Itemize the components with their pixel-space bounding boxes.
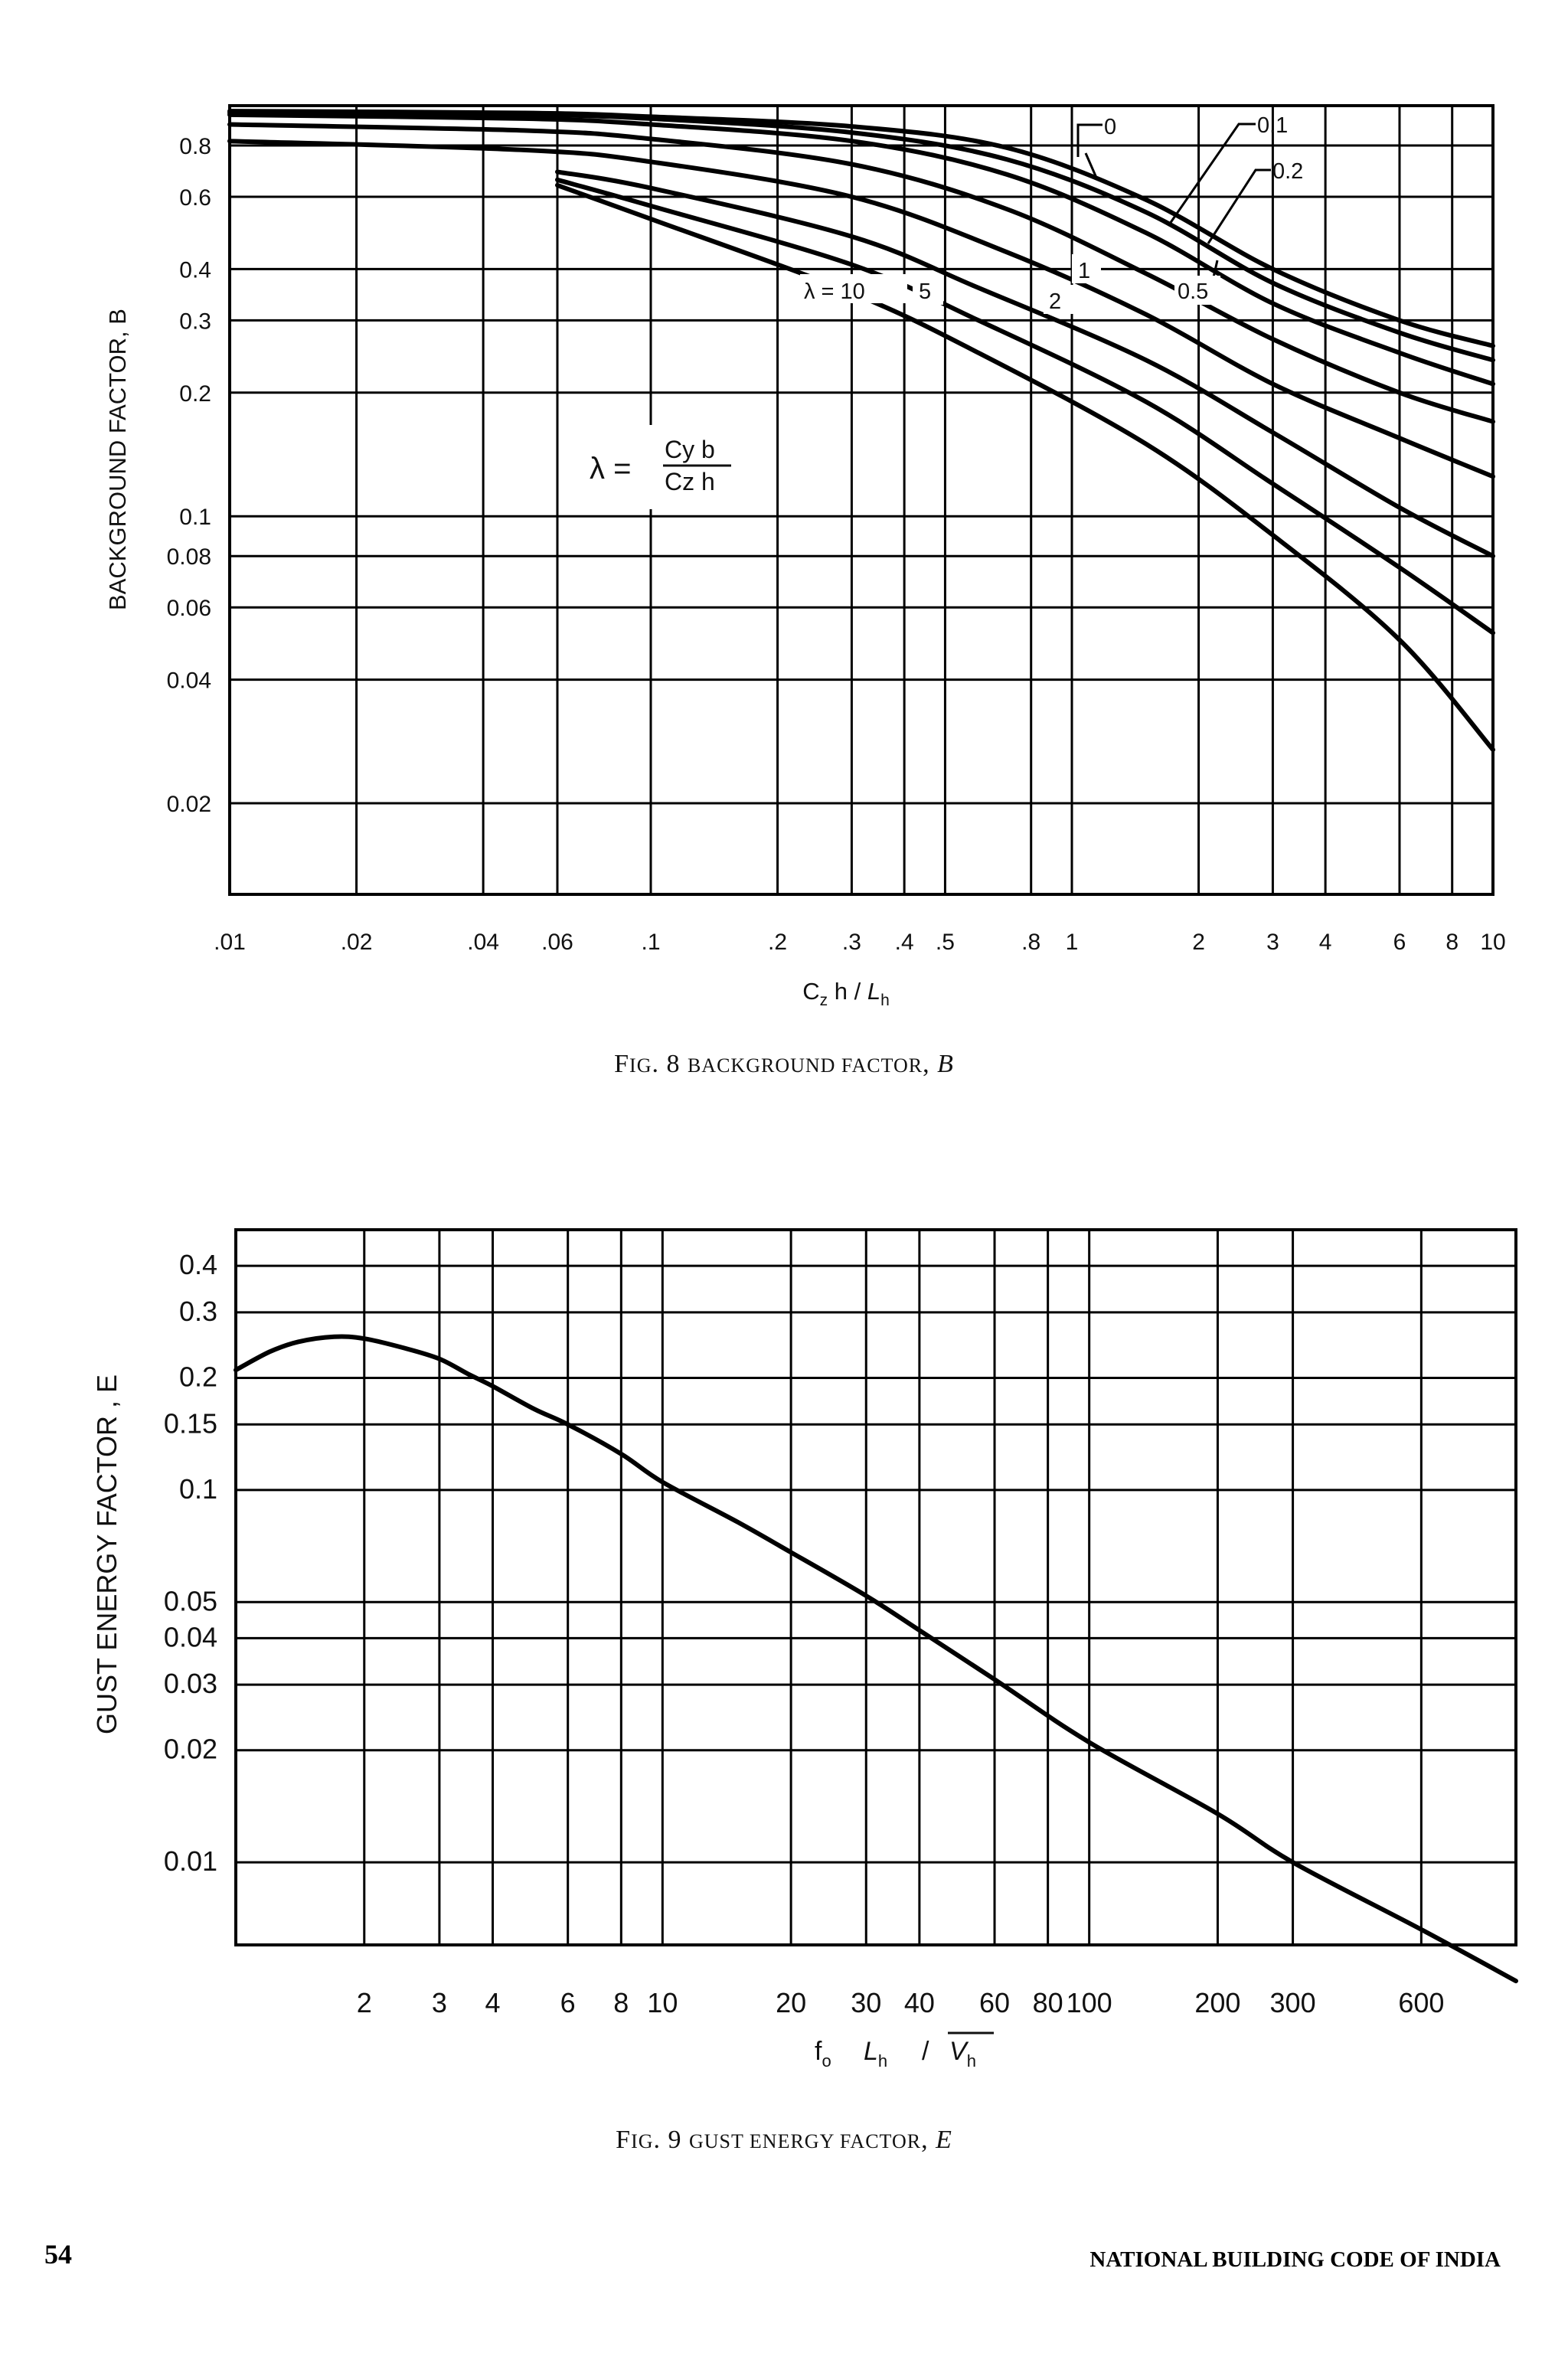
fig8-x-tick-label: 10 (1480, 930, 1506, 955)
fig9-x-tick-label: 20 (776, 1987, 807, 2018)
fig9-grid (236, 1230, 1516, 1945)
fig9-y-tick-label: 0.3 (178, 1295, 217, 1327)
fig8-y-tick-label: 0.08 (166, 544, 211, 570)
fig8-x-tick-label: .01 (214, 930, 246, 955)
fig9-x-axis-title (815, 2033, 994, 2070)
fig9-x-tick-label: 300 (1269, 1987, 1316, 2018)
fig8-series-1 (230, 113, 1493, 361)
svg-text:/: / (922, 2037, 929, 2066)
fig8-y-tick-label: 0.2 (179, 381, 211, 407)
fig8-y-tick-label: 0.6 (179, 185, 211, 211)
fig8-x-tick-label: 6 (1393, 930, 1406, 955)
fig9-x-tick-label: 200 (1194, 1987, 1241, 2018)
fig8-x-tick-label: .1 (641, 930, 661, 955)
fig8-x-tick-label: .2 (768, 930, 788, 955)
fig8-y-axis-title: BACKGROUND FACTOR, B (104, 309, 131, 610)
fig8-x-tick-label: 2 (1192, 930, 1205, 955)
fig8-x-tick-label: 4 (1318, 930, 1332, 955)
fig8-curves (230, 111, 1493, 750)
fig8-x-tick-label: .3 (841, 930, 861, 955)
fig8-x-tick-labels (214, 930, 1506, 955)
fig8-background-factor-chart (104, 106, 1506, 1078)
fig8-x-tick-label: 3 (1266, 930, 1279, 955)
svg-text:fo: $f_o$ (815, 2037, 831, 2070)
fig9-y-tick-label: 0.03 (163, 1668, 217, 1700)
fig9-x-tick-label: 8 (613, 1987, 629, 2018)
fig9-x-tick-label: 600 (1398, 1987, 1445, 2018)
fig8-y-tick-label: 0.02 (166, 792, 211, 818)
fig8-x-tick-label: .02 (340, 930, 373, 955)
fig9-caption: FIG. 9 Gust Energy Factor, E (616, 2126, 952, 2154)
fig9-y-tick-labels (164, 1249, 217, 1877)
fig8-x-tick-label: .06 (541, 930, 573, 955)
fig8-label-0.1: 0.1 (1257, 113, 1289, 138)
fig9-series-0 (236, 1336, 1516, 1981)
fig8-label-lambda-10: λ = 10 (804, 279, 865, 304)
fig8-leader-0.1 (1170, 124, 1256, 224)
fig8-y-tick-label: 0.4 (179, 257, 211, 283)
fig8-y-tick-label: 0.1 (179, 505, 211, 531)
fig8-formula-denominator: Cz h (665, 468, 715, 495)
fig9-y-tick-label: 0.01 (163, 1845, 217, 1878)
fig8-plot-frame (230, 106, 1493, 894)
fig8-y-tick-label: 0.8 (179, 133, 211, 159)
fig8-x-tick-label: 1 (1065, 930, 1079, 955)
fig8-x-tick-label: .4 (894, 930, 914, 955)
fig9-x-tick-label: 6 (560, 1987, 576, 2018)
fig9-x-tick-label: 40 (903, 1987, 935, 2018)
fig9-x-tick-label: 2 (356, 1987, 372, 2018)
fig8-lambda-formula (582, 425, 743, 509)
fig9-plot-frame (236, 1230, 1516, 1945)
fig8-y-tick-label: 0.3 (179, 309, 211, 335)
fig9-y-tick-label: 0.2 (178, 1361, 217, 1393)
fig8-x-tick-label: .8 (1021, 930, 1041, 955)
fig9-x-tick-label: 60 (978, 1987, 1011, 2018)
fig8-x-tick-label: .04 (467, 930, 499, 955)
fig8-x-tick-label: 8 (1446, 930, 1459, 955)
fig9-x-tick-label: 30 (851, 1987, 882, 2018)
fig8-grid (230, 106, 1493, 894)
fig9-curves (236, 1336, 1516, 1981)
fig8-leader-0.2 (1208, 170, 1271, 243)
fig8-caption: FIG. 8 Background Factor, B (614, 1050, 954, 1078)
fig9-x-tick-label: 80 (1032, 1987, 1063, 2018)
fig8-label-0.2: 0.2 (1272, 159, 1304, 184)
svg-text:Vh: $V_h$ (949, 2037, 976, 2070)
fig8-x-axis-title: $C_z$ h / $L_h$ (802, 978, 890, 1009)
fig8-y-tick-label: 0.06 (166, 596, 211, 622)
fig9-y-tick-label: 0.4 (178, 1249, 217, 1281)
fig9-gust-energy-factor-chart (91, 1230, 1516, 2154)
fig9-y-tick-label: 0.1 (178, 1472, 217, 1505)
fig9-x-tick-label: 3 (431, 1987, 447, 2018)
footer-publication-title: NATIONAL BUILDING CODE OF INDIA (1089, 2247, 1501, 2272)
fig9-y-tick-label: 0.05 (163, 1585, 217, 1617)
fig9-x-tick-label: 4 (485, 1987, 501, 2018)
fig8-label-0: 0 (1104, 115, 1117, 139)
fig8-series-3 (230, 125, 1493, 422)
fig8-series-2 (230, 115, 1493, 384)
fig8-series-6 (557, 180, 1493, 633)
fig8-label-5: 5 (919, 279, 932, 304)
fig9-x-tick-label: 100 (1066, 1987, 1112, 2018)
fig9-y-tick-label: 0.02 (163, 1733, 217, 1765)
fig9-x-tick-label: 10 (647, 1987, 678, 2018)
fig8-label-1: 1 (1078, 259, 1091, 283)
page-number: 54 (44, 2239, 72, 2270)
fig9-x-tick-labels (357, 1987, 1445, 2018)
fig8-formula-lhs: λ = (590, 452, 632, 485)
fig8-formula-numerator: Cy b (665, 436, 715, 463)
svg-text:Lh: $L_h$ (864, 2037, 888, 2070)
fig8-x-tick-label: .5 (935, 930, 955, 955)
fig8-series-4 (230, 141, 1493, 476)
fig9-y-tick-label: 0.15 (163, 1407, 217, 1440)
fig8-label-0.5: 0.5 (1178, 279, 1209, 304)
fig8-y-tick-label: 0.04 (166, 668, 211, 694)
fig9-y-tick-label: 0.04 (163, 1621, 217, 1653)
fig8-label-2: 2 (1049, 289, 1062, 314)
fig8-y-tick-labels (167, 134, 211, 817)
fig9-y-axis-title: GUST ENERGY FACTOR , E (91, 1374, 122, 1735)
fig8-leader-0 (1078, 125, 1102, 157)
